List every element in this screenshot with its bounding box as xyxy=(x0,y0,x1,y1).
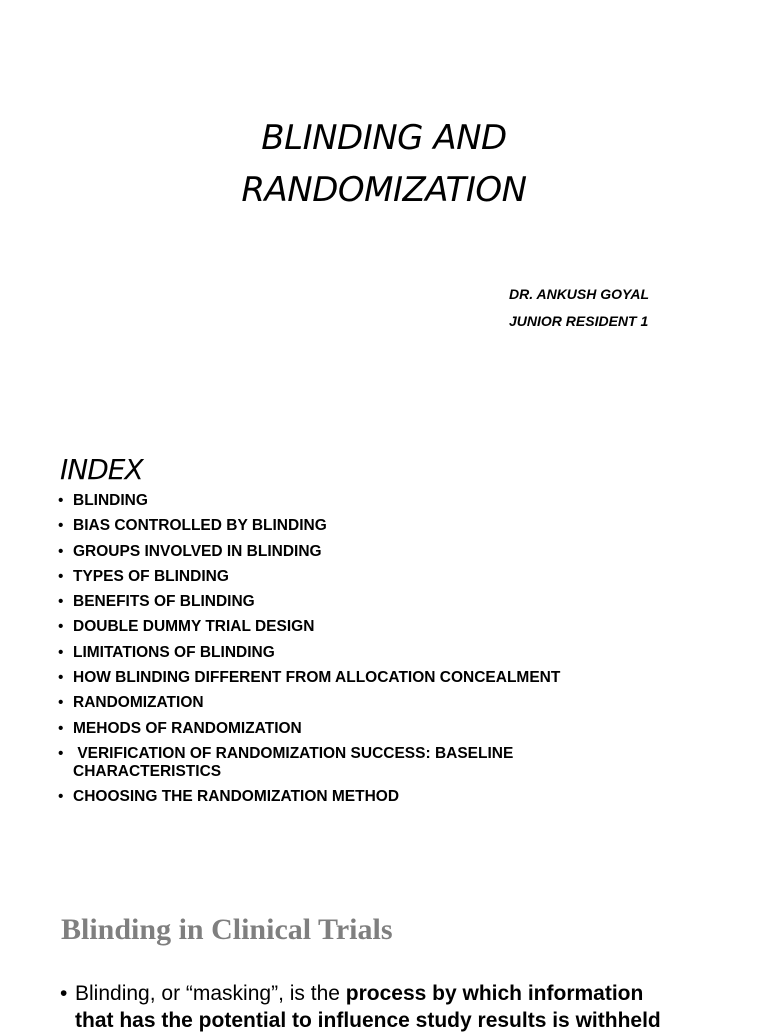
paragraph-line-1 xyxy=(60,980,760,1007)
author-role: JUNIOR RESIDENT 1 xyxy=(509,313,649,329)
list-item-text: VERIFICATION OF RANDOMIZATION SUCCESS: BASELINE CHARACTERISTICS xyxy=(73,744,518,780)
content-slide xyxy=(0,880,768,1032)
list-item xyxy=(58,543,748,561)
list-item xyxy=(58,644,748,662)
paragraph xyxy=(60,980,760,1034)
list-item-text: CHOOSING THE RANDOMIZATION METHOD xyxy=(73,788,400,806)
list-item xyxy=(58,492,748,510)
index-slide xyxy=(0,420,768,840)
bullet-icon: • xyxy=(58,618,64,636)
list-item-text: DOUBLE DUMMY TRIAL DESIGN xyxy=(73,618,315,636)
index-heading: INDEX xyxy=(60,453,143,486)
list-item xyxy=(58,517,748,535)
list-item xyxy=(58,568,748,586)
list-item-text: GROUPS INVOLVED IN BLINDING xyxy=(73,542,322,560)
index-list xyxy=(58,492,748,814)
list-item-text: BIAS CONTROLLED BY BLINDING xyxy=(73,517,327,535)
paragraph-line-2 xyxy=(60,1007,760,1034)
title-line-1: BLINDING AND xyxy=(261,118,507,158)
list-item-text: MEHODS OF RANDOMIZATION xyxy=(73,719,302,737)
bullet-icon: • xyxy=(58,643,64,661)
bullet-icon: • xyxy=(58,694,64,712)
slide-heading: Blinding in Clinical Trials xyxy=(61,913,393,946)
list-item xyxy=(58,618,748,636)
list-item xyxy=(58,669,748,687)
bullet-icon: • xyxy=(58,744,64,762)
list-item-text: TYPES OF BLINDING xyxy=(73,567,229,585)
author-name: DR. ANKUSH GOYAL xyxy=(509,286,649,302)
list-item-text: RANDOMIZATION xyxy=(73,694,204,712)
bullet-icon: • xyxy=(60,982,68,1005)
paragraph-text-bold: process by which information xyxy=(345,982,644,1005)
bullet-icon: • xyxy=(58,517,64,535)
author-block xyxy=(509,281,649,335)
list-item xyxy=(58,720,748,738)
bullet-icon: • xyxy=(58,567,64,585)
list-item xyxy=(58,745,748,781)
list-item xyxy=(58,593,748,611)
title-line-2: RANDOMIZATION xyxy=(241,170,527,210)
list-item-text: BENEFITS OF BLINDING xyxy=(73,593,255,611)
title-slide xyxy=(0,0,768,420)
list-item xyxy=(58,788,748,806)
bullet-icon: • xyxy=(58,492,64,509)
bullet-icon: • xyxy=(58,593,64,611)
list-item xyxy=(58,694,748,712)
bullet-icon: • xyxy=(58,719,64,737)
bullet-icon: • xyxy=(58,669,64,687)
paragraph-text-plain: Blinding, or “masking”, is the xyxy=(75,982,346,1005)
list-item-text: HOW BLINDING DIFFERENT FROM ALLOCATION CONCEALMENT xyxy=(73,669,561,687)
bullet-icon: • xyxy=(58,788,64,806)
list-item-text: BLINDING xyxy=(73,492,148,509)
list-item-text: LIMITATIONS OF BLINDING xyxy=(73,643,275,661)
slide-title xyxy=(0,112,768,216)
bullet-icon: • xyxy=(58,542,64,560)
paragraph-text-bold: that has the potential to influence study results is withheld xyxy=(75,1009,661,1032)
